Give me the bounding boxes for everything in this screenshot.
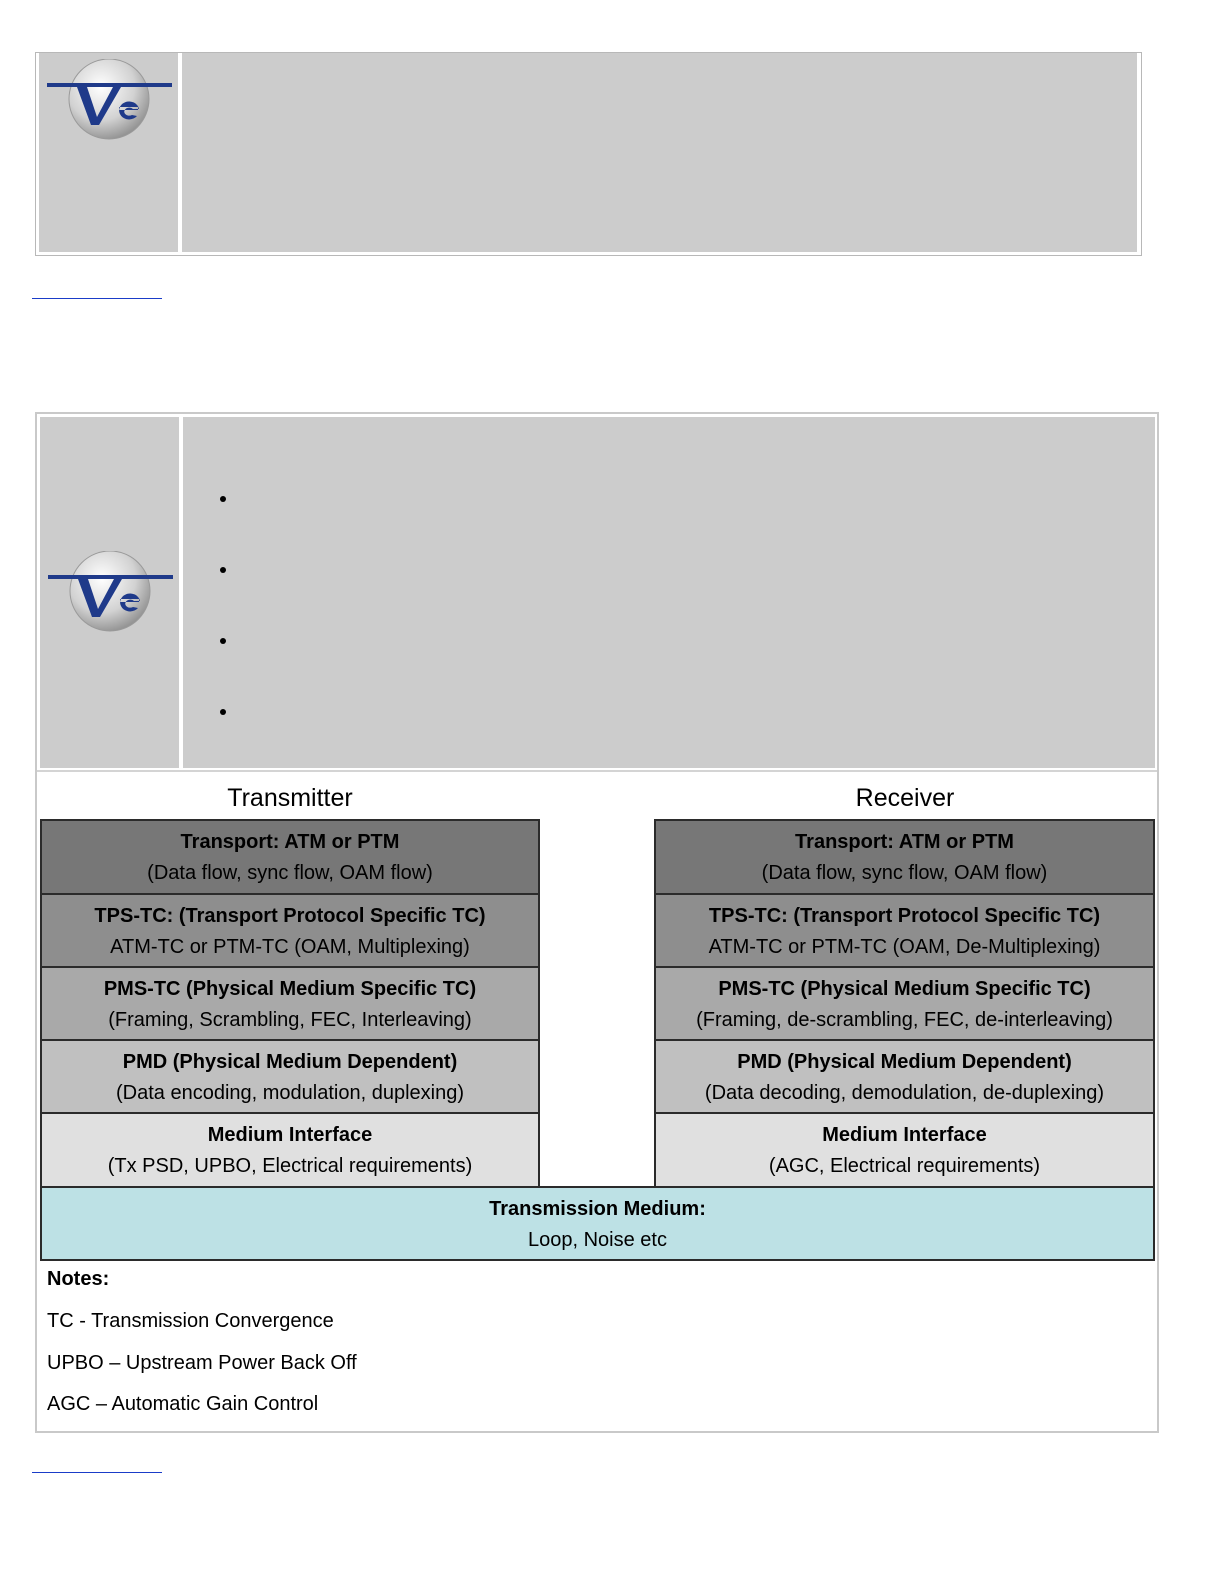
layer-desc: (Data flow, sync flow, OAM flow) (761, 862, 1048, 884)
layer-desc: (Tx PSD, UPBO, Electrical requirements) (107, 1155, 473, 1177)
layer-desc: ATM-TC or PTM-TC (OAM, Multiplexing) (110, 936, 470, 958)
divider (37, 770, 1157, 772)
bullet-point (220, 567, 226, 573)
rx-layer-transport (654, 819, 1155, 895)
transmission-medium (40, 1186, 1155, 1261)
layer-title: Medium Interface (822, 1124, 987, 1146)
tx-layer-tps-tc (40, 893, 540, 968)
callout-text-cell (182, 53, 1137, 252)
layer-title: PMS-TC (Physical Medium Specific TC) (718, 978, 1091, 1000)
rx-layer-pmd (654, 1039, 1155, 1114)
layer-desc: (AGC, Electrical requirements) (768, 1155, 1041, 1177)
layer-title: PMD (Physical Medium Dependent) (122, 1051, 458, 1073)
rx-layer-pms-tc (654, 966, 1155, 1041)
layer-desc: (Data decoding, demodulation, de-duplexing) (704, 1082, 1105, 1104)
layer-title: TPS-TC: (Transport Protocol Specific TC) (94, 905, 486, 927)
tx-layer-pms-tc (40, 966, 540, 1041)
layer-title: Transport: ATM or PTM (795, 831, 1014, 853)
medium-desc: Loop, Noise etc (528, 1229, 667, 1251)
layer-title: TPS-TC: (Transport Protocol Specific TC) (708, 905, 1101, 927)
rx-layer-medium-interface (654, 1112, 1155, 1188)
callout-text-cell (183, 417, 1155, 768)
back-to-top-link[interactable] (32, 1472, 162, 1473)
callout-box-top (35, 52, 1142, 256)
receiver-title: Receiver (855, 784, 955, 812)
layer-title: Transport: ATM or PTM (180, 831, 400, 853)
layer-desc: (Framing, Scrambling, FEC, Interleaving) (108, 1009, 472, 1031)
bullet-point (220, 709, 226, 715)
tx-layer-medium-interface (40, 1112, 540, 1188)
ve-logo-icon (47, 59, 175, 143)
medium-title: Transmission Medium: (489, 1198, 706, 1220)
note-item: AGC – Automatic Gain Control (47, 1393, 319, 1415)
layer-desc: (Framing, de-scrambling, FEC, de-interleaving) (696, 1009, 1113, 1031)
rx-layer-tps-tc (654, 893, 1155, 968)
transmitter-title: Transmitter (227, 784, 353, 812)
layer-desc: (Data flow, sync flow, OAM flow) (147, 862, 433, 884)
bullet-point (220, 638, 226, 644)
note-item: UPBO – Upstream Power Back Off (47, 1352, 357, 1374)
back-to-top-link[interactable] (32, 298, 162, 299)
callout-icon-cell (39, 53, 178, 252)
note-item: TC - Transmission Convergence (47, 1310, 334, 1332)
tx-layer-transport (40, 819, 540, 895)
callout-icon-cell (40, 417, 179, 768)
layer-desc: ATM-TC or PTM-TC (OAM, De-Multiplexing) (708, 936, 1101, 958)
layer-title: PMS-TC (Physical Medium Specific TC) (103, 978, 477, 1000)
tx-layer-pmd (40, 1039, 540, 1114)
layer-title: Medium Interface (207, 1124, 373, 1146)
layer-desc: (Data encoding, modulation, duplexing) (116, 1082, 464, 1104)
notes-heading: Notes: (47, 1268, 110, 1290)
layer-title: PMD (Physical Medium Dependent) (737, 1051, 1072, 1073)
bullet-point (220, 496, 226, 502)
ve-logo-icon (48, 551, 176, 635)
